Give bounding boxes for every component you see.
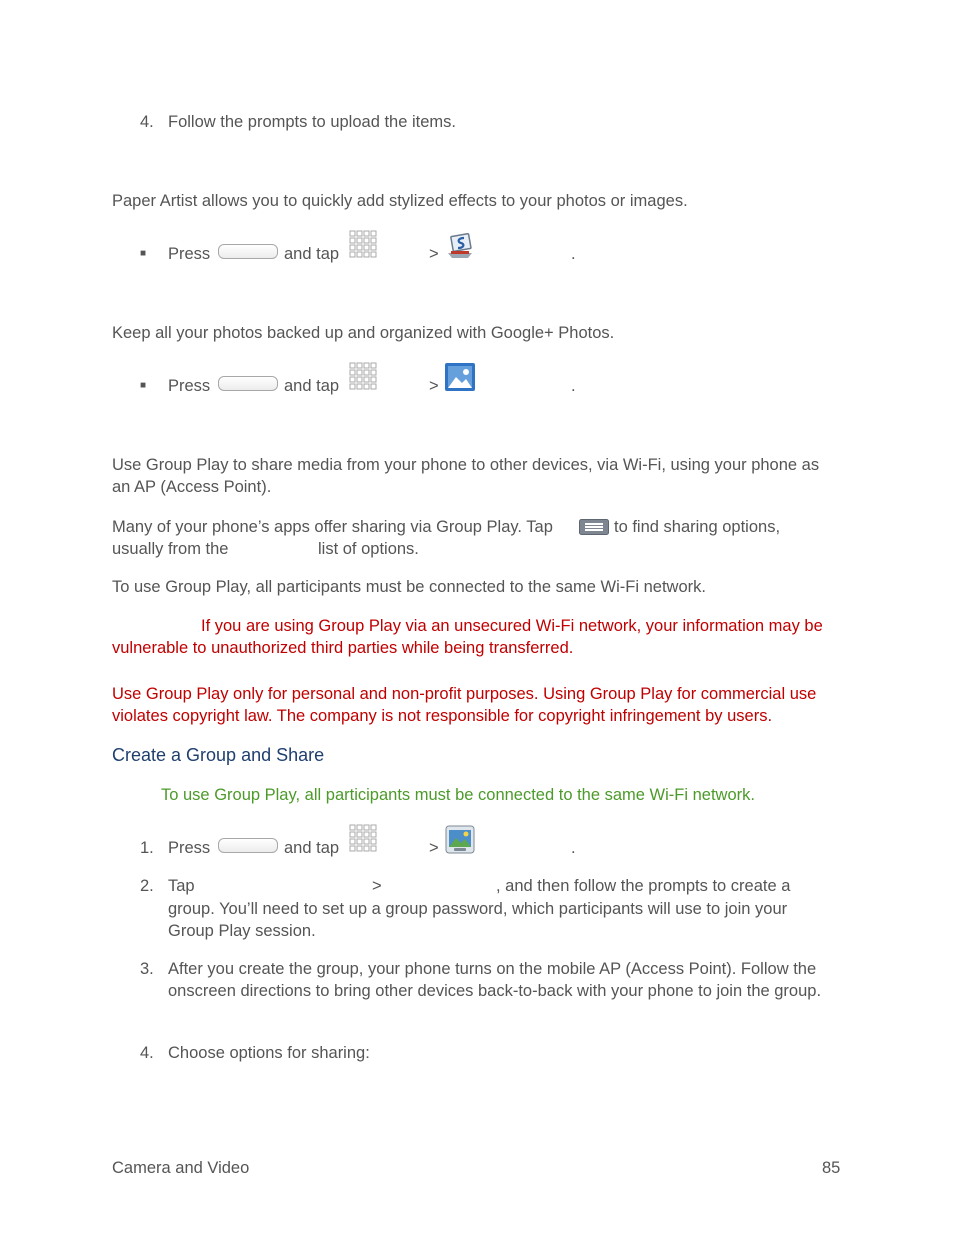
section-heading: Create a Group and Share — [112, 745, 325, 765]
list-number: 3. — [140, 960, 154, 978]
press-text: Press — [168, 377, 211, 395]
warning-text: If you are using Group Play via an unsecured Wi-Fi network, your information may be vulnerable to unauthorized third parties while being transferred. — [112, 617, 823, 657]
list-number: 4. — [140, 113, 154, 131]
press-text: Press — [168, 839, 211, 857]
press-text: Press — [168, 245, 211, 263]
step-text: group. You’ll need to set up a group password, which participants will use to join your Group Play session. — [168, 900, 788, 940]
sharing-text: Many of your phone’s apps offer sharing via Group Play. Tap — [112, 518, 553, 536]
menu-icon — [579, 519, 609, 535]
paper-artist-icon — [445, 231, 475, 261]
separator: > — [429, 377, 439, 395]
separator: > — [429, 839, 439, 857]
photos-icon — [445, 363, 475, 393]
step-text: After you create the group, your phone turns on the mobile AP (Access Point). Follow the onscreen directions to bring other devices back-to-back with your phone to join the group. — [168, 960, 822, 1000]
sharing-text: usually from the — [112, 540, 229, 558]
step-text: Choose options for sharing: — [168, 1044, 370, 1062]
footer-section: Camera and Video — [112, 1159, 250, 1177]
paper-artist-description: Paper Artist allows you to quickly add stylized effects to your photos or images. — [112, 192, 688, 210]
separator: > — [372, 877, 382, 895]
warning-text: Use Group Play only for personal and non-profit purposes. Using Group Play for commercial use violates copyright law. The company is not responsible for copyright infringement by users. — [112, 685, 817, 725]
group-play-requirement: To use Group Play, all participants must be connected to the same Wi-Fi network. — [112, 578, 706, 596]
apps-grid-icon — [349, 362, 377, 392]
page-number: 85 — [822, 1159, 841, 1177]
apps-grid-icon — [349, 824, 377, 854]
home-key-icon — [218, 376, 278, 391]
home-key-icon — [218, 244, 278, 259]
period: . — [571, 245, 576, 263]
and-tap-text: and tap — [284, 245, 340, 263]
sharing-text: to find sharing options, — [614, 518, 781, 536]
home-key-icon — [218, 838, 278, 853]
apps-grid-icon — [349, 230, 377, 260]
step-text: , and then follow the prompts to create a — [496, 877, 791, 895]
list-number: 2. — [140, 877, 154, 895]
and-tap-text: and tap — [284, 377, 340, 395]
sharing-text: list of options. — [318, 540, 419, 558]
step-text: Follow the prompts to upload the items. — [168, 113, 456, 131]
period: . — [571, 377, 576, 395]
photos-description: Keep all your photos backed up and organized with Google+ Photos. — [112, 324, 615, 342]
tip-text: To use Group Play, all participants must be connected to the same Wi-Fi network. — [161, 786, 755, 804]
bullet: ■ — [140, 248, 147, 259]
list-number: 1. — [140, 839, 154, 857]
group-play-icon — [445, 825, 475, 855]
bullet: ■ — [140, 380, 147, 391]
list-number: 4. — [140, 1044, 154, 1062]
group-play-intro: Use Group Play to share media from your phone to other devices, via Wi-Fi, using your phone as an AP (Access Point). — [112, 456, 820, 496]
period: . — [571, 839, 576, 857]
and-tap-text: and tap — [284, 839, 340, 857]
tap-text: Tap — [168, 877, 195, 895]
separator: > — [429, 245, 439, 263]
